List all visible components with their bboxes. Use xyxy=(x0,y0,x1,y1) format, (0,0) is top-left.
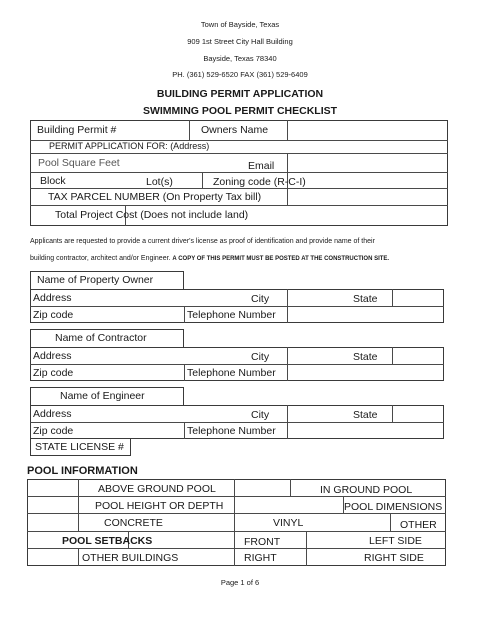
left-side-setback-label: LEFT SIDE xyxy=(369,535,422,547)
total-cost-label: Total Project Cost (Does not include land) xyxy=(55,209,249,221)
owner-telephone-label: Telephone Number xyxy=(187,309,276,321)
town-name: Town of Bayside, Texas xyxy=(200,20,280,29)
vinyl-label: VINYL xyxy=(273,517,304,529)
state-license-label: STATE LICENSE # xyxy=(35,441,124,453)
application-for-label: PERMIT APPLICATION FOR: (Address) xyxy=(49,141,210,151)
form-subtitle: SWIMMING POOL PERMIT CHECKLIST xyxy=(142,105,338,117)
pool-square-feet-label: Pool Square Feet xyxy=(38,157,120,169)
concrete-label: CONCRETE xyxy=(104,517,163,529)
front-setback-label: FRONT xyxy=(244,536,281,548)
owner-city-label: City xyxy=(251,293,270,305)
town-phone-fax: PH. (361) 529-6520 FAX (361) 529-6409 xyxy=(172,70,308,79)
other-label: OTHER xyxy=(400,519,437,531)
town-address: 909 1st Street City Hall Building xyxy=(187,37,293,46)
engineer-telephone-label: Telephone Number xyxy=(187,425,276,437)
owner-state-label: State xyxy=(353,293,378,305)
contractor-address-label: Address xyxy=(33,350,72,362)
pool-setbacks-label: POOL SETBACKS xyxy=(62,535,153,547)
right-side-setback-label: RIGHT SIDE xyxy=(364,552,424,564)
owner-name-label: Name of Property Owner xyxy=(37,274,154,286)
pool-dimensions-label: POOL DIMENSIONS xyxy=(344,501,443,513)
in-ground-pool-label: IN GROUND POOL xyxy=(320,484,413,496)
engineer-zip-label: Zip code xyxy=(33,425,74,437)
engineer-city-label: City xyxy=(251,409,270,421)
town-city-zip: Bayside, Texas 78340 xyxy=(203,54,277,63)
notice-line-1: Applicants are requested to provide a current driver's license as proof of identification and provide name of their xyxy=(30,238,375,245)
contractor-zip-label: Zip code xyxy=(33,367,74,379)
above-ground-pool-label: ABOVE GROUND POOL xyxy=(98,483,216,495)
owner-address-label: Address xyxy=(33,292,72,304)
engineer-address-label: Address xyxy=(33,408,72,420)
pool-information-heading: POOL INFORMATION xyxy=(27,465,138,477)
engineer-state-label: State xyxy=(353,409,378,421)
contractor-telephone-label: Telephone Number xyxy=(187,367,276,379)
notice-line-2-text: building contractor, architect and/or Engineer. xyxy=(30,255,173,262)
page-number: Page 1 of 6 xyxy=(220,578,260,587)
right-setback-label: RIGHT xyxy=(244,552,277,564)
engineer-name-label: Name of Engineer xyxy=(60,390,145,402)
block-label: Block xyxy=(40,175,66,187)
zoning-code-label: Zoning code (R-C-I) xyxy=(213,176,306,188)
other-buildings-label: OTHER BUILDINGS xyxy=(82,552,179,564)
posting-requirement: A COPY OF THIS PERMIT MUST BE POSTED AT THE CONSTRUCTION SITE. xyxy=(172,256,390,262)
notice-line-2 xyxy=(30,254,389,264)
email-label: Email xyxy=(248,160,275,172)
tax-parcel-label: TAX PARCEL NUMBER (On Property Tax bill) xyxy=(48,191,262,203)
form-title: BUILDING PERMIT APPLICATION xyxy=(156,88,324,100)
pool-height-depth-label: POOL HEIGHT OR DEPTH xyxy=(95,500,224,512)
contractor-city-label: City xyxy=(251,351,270,363)
owner-zip-label: Zip code xyxy=(33,309,74,321)
owners-name-label: Owners Name xyxy=(201,124,269,136)
building-permit-label: Building Permit # xyxy=(37,124,117,136)
contractor-name-label: Name of Contractor xyxy=(55,332,147,344)
lots-label: Lot(s) xyxy=(146,176,173,188)
contractor-state-label: State xyxy=(353,351,378,363)
